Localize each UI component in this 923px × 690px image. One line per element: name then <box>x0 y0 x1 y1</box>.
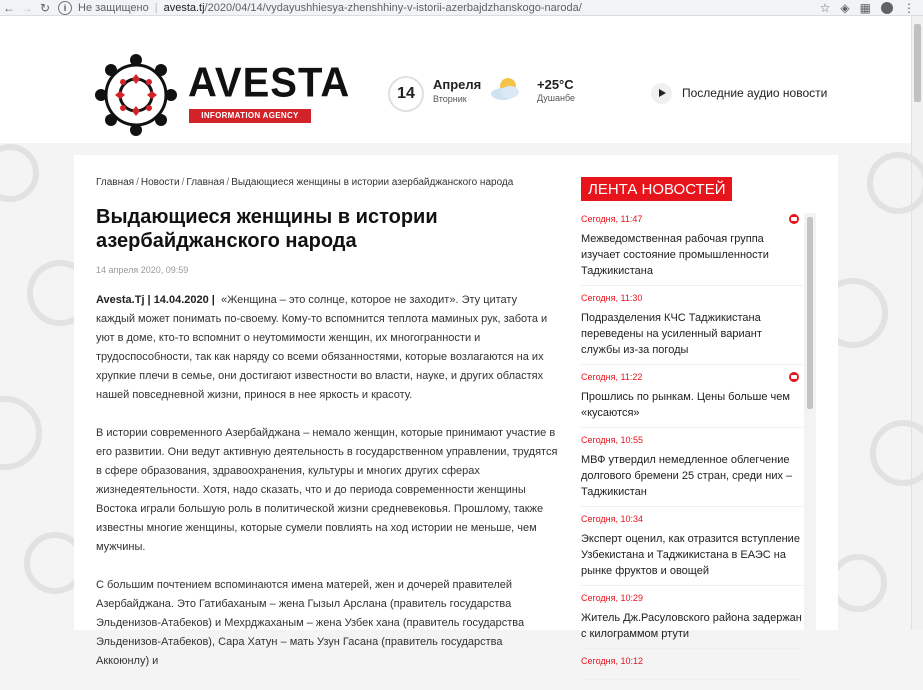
reload-icon[interactable]: ↻ <box>39 0 51 15</box>
address-separator: | <box>154 1 158 14</box>
feed-item[interactable] <box>581 655 803 680</box>
feed-item-link[interactable]: Прошлись по рынкам. Цены больше чем «кусаются» <box>581 391 790 419</box>
article-date: 14 апреля 2020, 09:59 <box>96 265 189 275</box>
logo-text[interactable]: AVESTA <box>188 59 351 107</box>
address-bar[interactable] <box>58 0 582 16</box>
breadcrumb-current: Выдающиеся женщины в истории азербайджанского народа <box>231 177 514 188</box>
feed-item-link[interactable]: Житель Дж.Расуловского района задержан с килограммом ртути <box>581 612 802 640</box>
feed-scrollbar-thumb[interactable] <box>807 217 813 409</box>
page-scrollbar-thumb[interactable] <box>914 24 921 102</box>
ornament-right-icon <box>838 143 911 630</box>
breadcrumb-separator: / <box>181 177 185 188</box>
breadcrumb-home[interactable]: Главная <box>96 177 135 188</box>
feed-item[interactable] <box>581 371 803 428</box>
feed-item[interactable] <box>581 513 803 586</box>
feed-item-time: Сегодня, 11:30 <box>581 293 643 303</box>
feed-scrollbar[interactable] <box>804 213 816 630</box>
feed-item[interactable] <box>581 434 803 507</box>
feed-item-link[interactable]: Межведомственная рабочая группа изучает состояние промышленности Таджикистана <box>581 233 769 277</box>
feed-item-time: Сегодня, 10:29 <box>581 593 644 603</box>
content-card <box>74 155 838 667</box>
date-number: 14 <box>388 76 424 112</box>
ornament-left-icon <box>0 143 74 630</box>
feed-item-time: Сегодня, 10:34 <box>581 514 644 524</box>
camera-icon <box>789 214 799 224</box>
breadcrumb-separator: / <box>226 177 230 188</box>
news-feed-title: ЛЕНТА НОВОСТЕЙ <box>581 177 732 201</box>
city-name: Душанбе <box>537 93 576 103</box>
article-lead: Avesta.Tj | 14.04.2020 | <box>96 294 215 306</box>
date-weekday: Вторник <box>433 94 467 104</box>
info-icon[interactable]: i <box>58 1 72 15</box>
breadcrumb-separator: / <box>136 177 139 188</box>
feed-item-link[interactable]: МВФ утвердил немедленное облегчение долгового бремени 25 стран, среди них – Таджикистан <box>581 454 793 498</box>
feed-item-link[interactable]: Эксперт оценил, как отразится вступление Узбекистана и Таджикистана в ЕАЭС на рынке фруктов и овощей <box>581 533 800 577</box>
play-icon[interactable] <box>651 83 672 104</box>
url-text[interactable] <box>164 2 582 14</box>
date-month: Апреля <box>433 77 482 92</box>
site-header <box>0 16 911 143</box>
camera-icon <box>789 372 799 382</box>
temperature: +25°C <box>537 77 574 92</box>
forward-icon[interactable]: → <box>21 0 33 15</box>
logo-subtitle: INFORMATION AGENCY <box>189 109 311 123</box>
url-host: avesta.tj <box>163 1 205 14</box>
back-icon[interactable]: ← <box>3 0 15 15</box>
feed-item-time: Сегодня, 11:22 <box>581 372 643 382</box>
menu-icon[interactable]: ⋮ <box>903 0 915 15</box>
star-icon[interactable]: ☆ <box>819 0 831 15</box>
feed-item-time: Сегодня, 10:55 <box>581 435 644 445</box>
feed-item[interactable] <box>581 592 803 649</box>
url-path: /2020/04/14/vydayushhiesya-zhenshhiny-v-istorii-azerbajdzhanskogo-naroda/ <box>204 1 582 14</box>
feed-item[interactable] <box>581 213 803 286</box>
page-scrollbar[interactable] <box>911 16 923 630</box>
security-label[interactable]: Не защищено <box>78 1 149 14</box>
article-title: Выдающиеся женщины в истории азербайджанского народа <box>96 206 438 252</box>
extensions-icon[interactable]: ▦ <box>859 0 871 15</box>
feed-item-time: Сегодня, 10:12 <box>581 656 644 666</box>
article-paragraph <box>96 291 558 405</box>
feed-item[interactable] <box>581 292 803 365</box>
breadcrumb-main[interactable]: Главная <box>186 177 225 188</box>
news-feed-list[interactable] <box>581 213 803 666</box>
avesta-emblem-icon[interactable] <box>93 52 179 138</box>
extension-icon[interactable]: ◈ <box>840 0 850 15</box>
feed-item-link[interactable]: Подразделения КЧС Таджикистана переведены на усиленный вариант службы из-за погоды <box>581 312 762 356</box>
article-paragraph: С большим почтением вспоминаются имена матерей, жен и дочерей правителей Азербайджана. Это Гатибаханым – жена Гызыл Арслана (правитель государства Эльденизов-Атабеков) и Мехрджаханым – жена Узбек хана (правитель государства Эльденизов-Атабеков), Сара Хатун – мать Узун Гасана (правитель государства Аккоюнлу) и <box>96 579 525 667</box>
feed-item-time: Сегодня, 11:47 <box>581 214 643 224</box>
article-paragraph-text: «Женщина – это солнце, которое не заходит». Эту цитату каждый может понимать по-своему. Кому-то вспомнится теплота маминых рук, забота и уют в доме, кто-то вспомнит о неутомимости женщин, их многогранности и трудоспособности, так как наряду со всеми обязанностями, которые возлагаются на их хрупкие плечи в семье, они достигают известности во власти, науке, и других областях нашей повседневной жизни, принося в нее яркость и красоту. <box>96 294 548 401</box>
profile-avatar-icon[interactable] <box>881 2 893 14</box>
article-paragraph: В истории современного Азербайджана – немало женщин, которые принимают участие в его развитии. Они ведут активную деятельность в государственном управлении, трудятся в сфере образования, здравоохранения, культуры и многих других сферах жизнедеятельности. Хотя, надо сказать, что и до периода современности женщины Востока играли большую роль в политической жизни средневековья. Прошлому, также известны многие женщины, которые сумели повлиять на ход истории не меньше, чем мужчины. <box>96 427 558 553</box>
browser-toolbar <box>0 0 923 16</box>
audio-news-link[interactable]: Последние аудио новости <box>682 86 828 100</box>
breadcrumb-news[interactable]: Новости <box>140 177 180 188</box>
breadcrumb <box>96 177 513 188</box>
partly-cloudy-icon <box>488 74 524 104</box>
article-body <box>96 291 558 690</box>
